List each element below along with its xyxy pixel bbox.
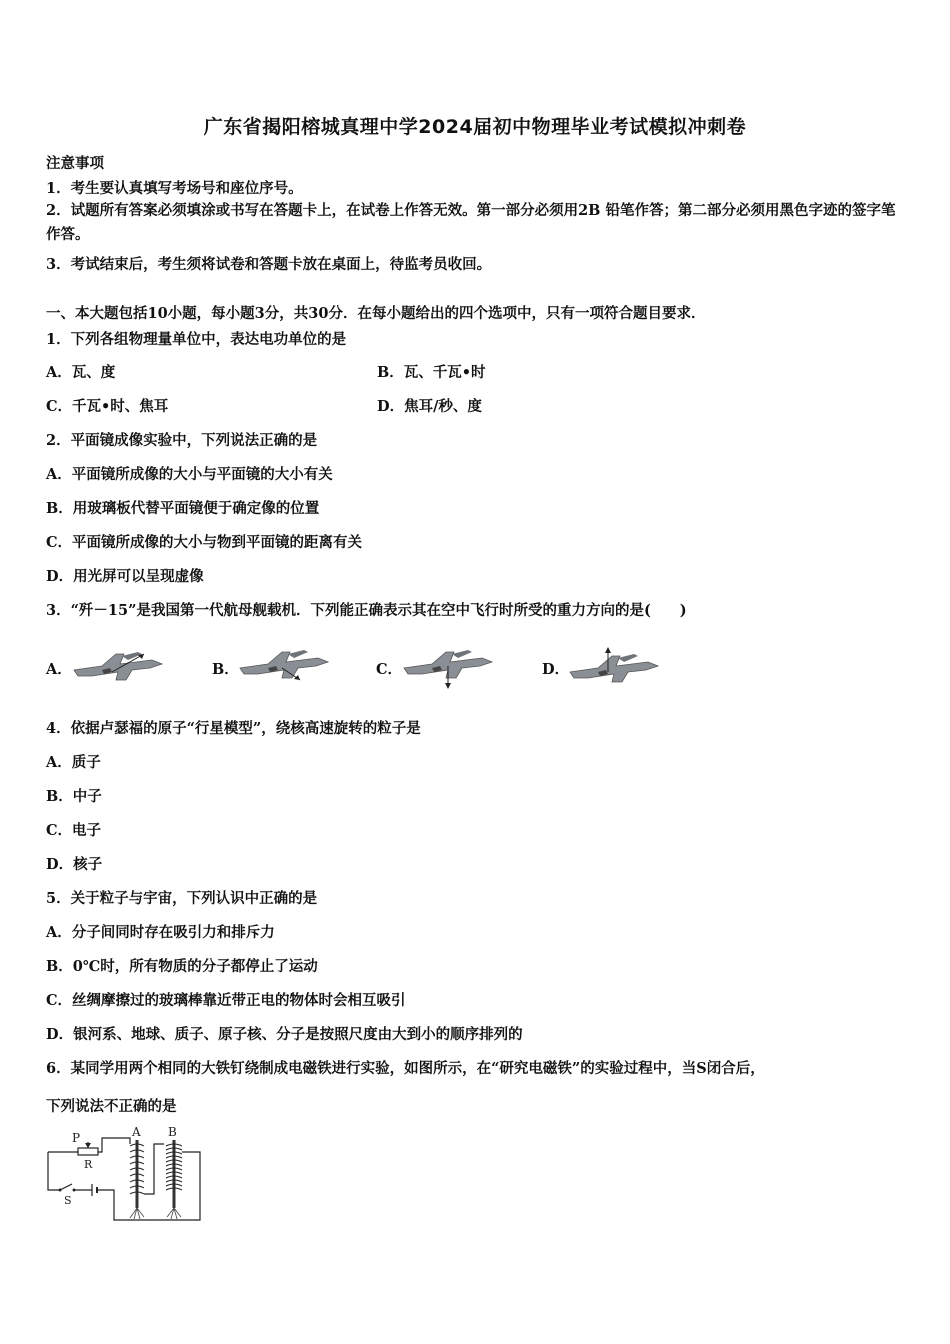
q1-option-b: B．瓦、千瓦•时 xyxy=(377,364,486,381)
q5-stem: 5．关于粒子与宇宙，下列认识中正确的是 xyxy=(46,890,318,907)
diagram-label-b: B xyxy=(168,1125,177,1139)
q4-stem: 4．依据卢瑟福的原子“行星模型”，绕核高速旋转的粒子是 xyxy=(46,720,421,737)
q4-option-d: D．核子 xyxy=(46,856,103,873)
fighter-jet-arrow-icon xyxy=(238,646,330,686)
fighter-jet-arrow-icon xyxy=(72,646,164,686)
q4-option-c: C．电子 xyxy=(46,822,102,839)
q2-option-b: B．用玻璃板代替平面镜便于确定像的位置 xyxy=(46,500,320,517)
q2-stem: 2．平面镜成像实验中，下列说法正确的是 xyxy=(46,432,318,449)
q1-option-d: D．焦耳/秒、度 xyxy=(377,398,482,415)
q3-option-c-label: C． xyxy=(376,661,403,678)
fighter-jet-arrow-icon xyxy=(402,646,494,690)
q6-stem-line-1: 6．某同学用两个相同的大铁钉绕制成电磁铁进行实验，如图所示，在“研究电磁铁”的实验过程中，当S闭合后， xyxy=(46,1060,765,1077)
q1-option-c: C．千瓦•时、焦耳 xyxy=(46,398,169,415)
notice-heading: 注意事项 xyxy=(46,155,104,172)
q3-option-c xyxy=(376,646,496,696)
q2-option-c: C．平面镜所成像的大小与物到平面镜的距离有关 xyxy=(46,534,363,551)
q1-option-a: A．瓦、度 xyxy=(46,364,116,381)
electromagnet-circuit-diagram xyxy=(42,1122,212,1224)
diagram-label-p: P xyxy=(72,1131,81,1145)
q1-stem: 1．下列各组物理量单位中，表达电功单位的是 xyxy=(46,331,347,348)
q3-stem: 3．“歼－15”是我国第一代航母舰载机．下列能正确表示其在空中飞行时所受的重力方向的是( ) xyxy=(46,602,687,619)
notice-item-3: 3．考试结束后，考生须将试卷和答题卡放在桌面上，待监考员收回。 xyxy=(46,256,492,273)
q4-option-a: A．质子 xyxy=(46,754,101,771)
notice-item-1: 1．考生要认真填写考场号和座位序号。 xyxy=(46,180,303,197)
notice-item-2: 2．试题所有答案必须填涂或书写在答题卡上，在试卷上作答无效。第一部分必须用2B 铅笔作答；第二部分必须用黑色字迹的签字笔作答。 xyxy=(46,202,896,243)
q2-option-d: D．用光屏可以呈现虚像 xyxy=(46,568,204,585)
q5-option-c: C．丝绸摩擦过的玻璃棒靠近带正电的物体时会相互吸引 xyxy=(46,992,406,1009)
q3-option-b xyxy=(212,646,332,696)
q2-option-a: A．平面镜所成像的大小与平面镜的大小有关 xyxy=(46,466,333,483)
page-title: 广东省揭阳榕城真理中学2024届初中物理毕业考试模拟冲刺卷 xyxy=(203,116,747,138)
q3-option-a-label: A． xyxy=(46,661,72,678)
q3-option-d xyxy=(542,646,662,696)
q5-option-b: B．0℃时，所有物质的分子都停止了运动 xyxy=(46,958,318,975)
q6-stem-line-2: 下列说法不正确的是 xyxy=(46,1098,177,1115)
q3-option-d-label: D． xyxy=(542,661,570,678)
q4-option-b: B．中子 xyxy=(46,788,102,805)
fighter-jet-arrow-icon xyxy=(568,646,660,690)
q5-option-a: A．分子间同时存在吸引力和排斥力 xyxy=(46,924,275,941)
q3-option-b-label: B． xyxy=(212,661,239,678)
section-1-instructions: 一、本大题包括10小题，每小题3分，共30分．在每小题给出的四个选项中，只有一项符合题目要求． xyxy=(46,305,706,322)
diagram-label-r: R xyxy=(84,1158,93,1171)
diagram-label-s: S xyxy=(64,1194,72,1207)
q5-option-d: D．银河系、地球、质子、原子核、分子是按照尺度由大到小的顺序排列的 xyxy=(46,1026,523,1043)
q3-option-a xyxy=(46,646,166,696)
diagram-label-a: A xyxy=(132,1125,141,1139)
